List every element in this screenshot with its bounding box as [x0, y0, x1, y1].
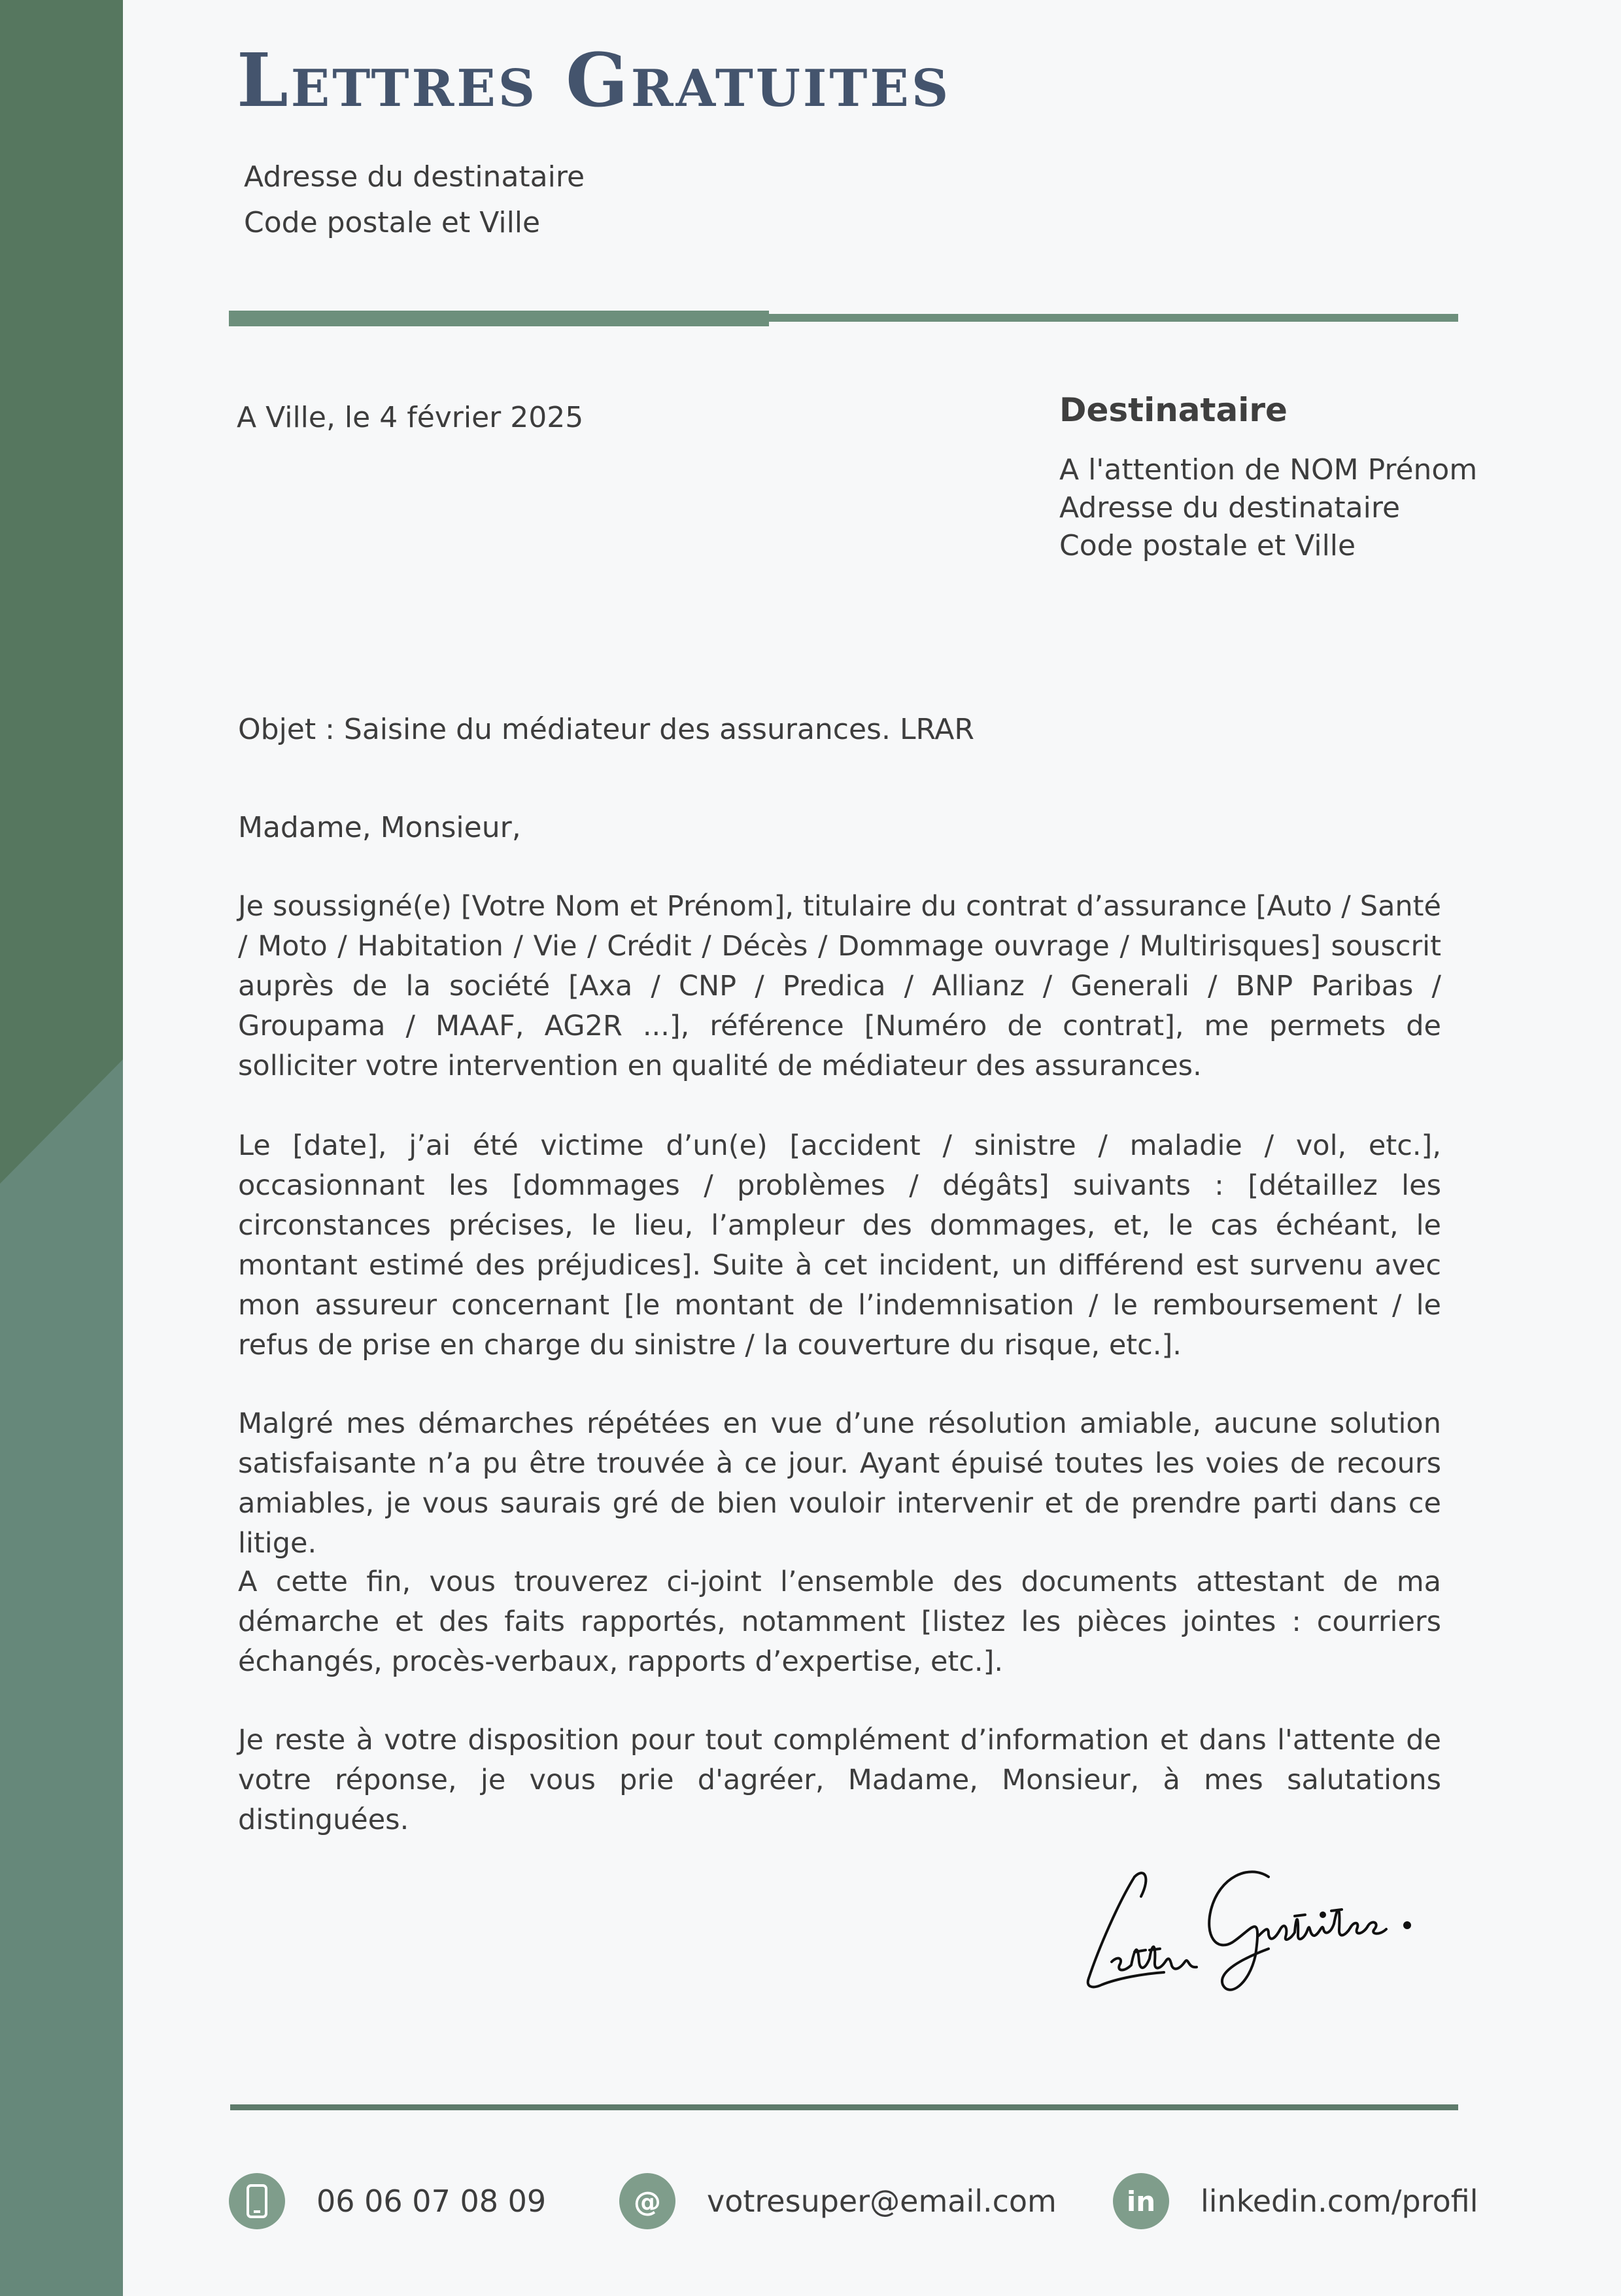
letter-date: A Ville, le 4 février 2025 — [237, 401, 584, 434]
recipient-title: Destinataire — [1059, 391, 1288, 429]
body-paragraph-3: Malgré mes démarches répétées en vue d’une résolution amiable, aucune solution satisfaisante n’a pu être trouvée à ce jour. Ayant épuisé toutes les voies de recours amiables, je vous saurais gré de bien vouloir intervenir et de prendre parti dans ce litige. — [238, 1407, 1441, 1560]
letter-salutation: Madame, Monsieur, — [238, 811, 521, 844]
recipient-block — [1059, 451, 1477, 565]
header-divider-thin — [769, 314, 1458, 322]
footer-divider — [230, 2104, 1458, 2110]
phone-number[interactable]: 06 06 07 08 09 — [316, 2184, 547, 2219]
phone-icon — [229, 2173, 285, 2229]
recipient-city: Code postale et Ville — [1059, 529, 1356, 562]
body-paragraph-2: Le [date], j’ai été victime d’un(e) [accident / sinistre / maladie / vol, etc.], occasionnant les [dommages / problèmes / dégâts] suivants : [détaillez les circonstances précises, le lieu, l’ampleur des dommages, et, le cas échéant, le montant estimé des préjudices]. Suite à cet incident, un différend est survenu avec mon assureur concernant [le montant de l’indemnisation / le remboursement / le refus de prise en charge du sinistre / la couverture du risque, etc.]. — [238, 1129, 1441, 1362]
sender-address-line: Adresse du destinataire — [244, 160, 585, 194]
body-paragraph-4: A cette fin, vous trouverez ci-joint l’ensemble des documents attestant de ma démarche et des faits rapportés, notamment [listez les pièces jointes : courriers échangés, procès-verbaux, rapports d’expertise, etc.]. — [238, 1566, 1441, 1678]
header-divider-thick — [229, 311, 769, 326]
recipient-attention: A l'attention de NOM Prénom — [1059, 453, 1478, 487]
letter-subject: Objet : Saisine du médiateur des assurances. LRAR — [238, 713, 974, 746]
linkedin-icon: in — [1113, 2173, 1169, 2229]
email-address[interactable]: votresuper@email.com — [707, 2184, 1057, 2219]
contact-phone — [229, 2172, 546, 2230]
brand-title: Lettres Gratuites — [237, 38, 951, 124]
sender-address — [244, 154, 585, 246]
recipient-address: Adresse du destinataire — [1059, 491, 1401, 524]
at-icon: @ — [619, 2173, 675, 2229]
body-paragraph-5: Je reste à votre disposition pour tout complément d’information et dans l'attente de votre réponse, je vous prie d'agréer, Madame, Monsieur, à mes salutations distinguées. — [238, 1724, 1441, 1836]
contact-linkedin — [1113, 2172, 1478, 2230]
sender-city-line: Code postale et Ville — [244, 206, 541, 239]
body-paragraph-1: Je soussigné(e) [Votre Nom et Prénom], titulaire du contrat d’assurance [Auto / Santé / Moto / Habitation / Vie / Crédit / Décès / Dommage ouvrage / Multirisques] souscrit auprès de la société [Axa / CNP / Predica / Allianz / Generali / BNP Paribas / Groupama / MAAF, AG2R ...], référence [Numéro de contrat], me permets de solliciter votre intervention en qualité de médiateur des assurances. — [238, 890, 1441, 1082]
contact-email — [619, 2172, 1057, 2230]
linkedin-url[interactable]: linkedin.com/profil — [1201, 2184, 1478, 2219]
sidebar-decoration — [0, 0, 123, 2296]
handwritten-signature — [1072, 1838, 1465, 2001]
